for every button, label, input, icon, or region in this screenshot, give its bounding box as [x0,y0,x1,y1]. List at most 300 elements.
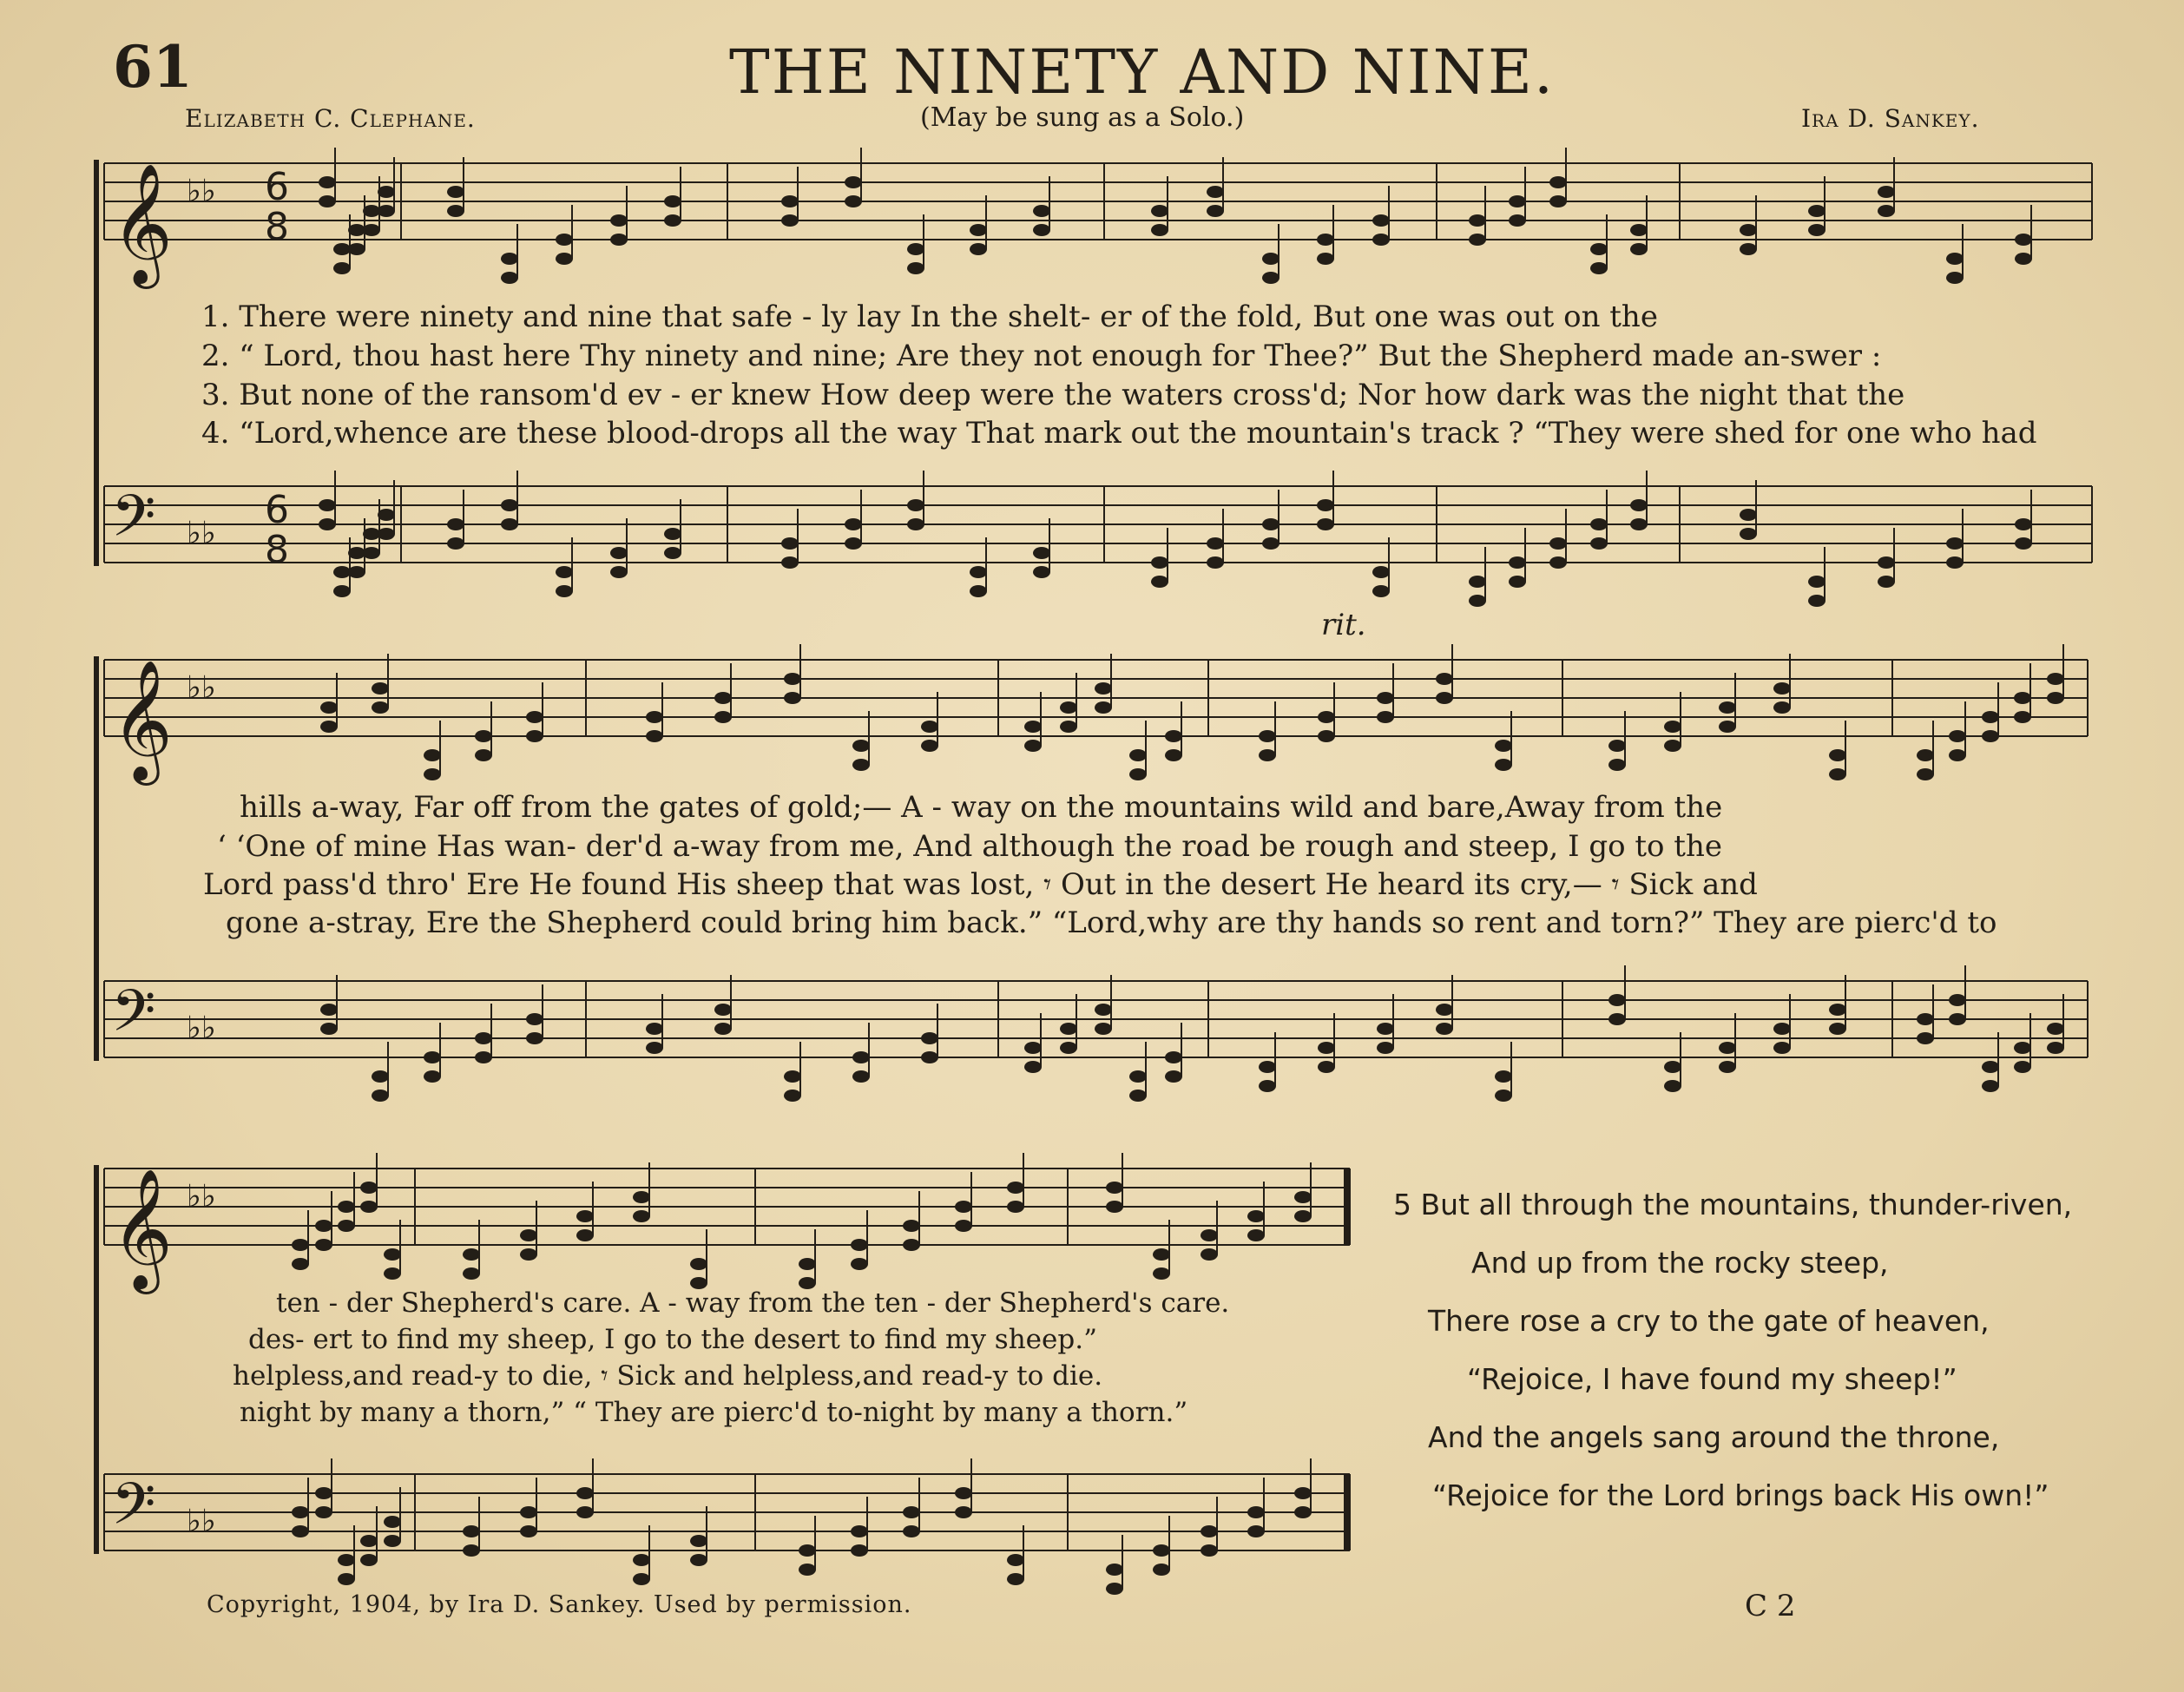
system2-bass-note [714,1023,732,1035]
composer-credit: Ira D. Sankey. [1801,104,1980,133]
system3-treble-note [903,1239,920,1251]
system2-bass-note [320,1023,338,1035]
system1-bass-note [1207,537,1224,550]
verse5-line-3: There rose a cry to the gate of heaven, [1428,1304,1990,1338]
system2-treble-note [1495,740,1512,752]
system3-treble-note [955,1201,972,1213]
system2-treble-note [475,730,492,742]
system2-bass-note [2047,1023,2064,1035]
system2-treble-note [1982,711,1999,723]
system1-bass-note [501,518,518,530]
system1-treble-note [501,253,518,265]
system3-verse3-lyric: helpless,and read-y to die, 𝄾 Sick and helpless,and read-y to die. [233,1360,1103,1392]
system2-bass-note [372,1090,389,1102]
system2-brace [94,656,99,1061]
system1-treble-note [1207,186,1224,198]
system1-treble-note [447,205,464,217]
system2-treble-note [2047,692,2064,704]
system2-bass-note [1917,1032,1934,1044]
time-signature-top: 6 [265,165,289,209]
system1-bass-note [1590,537,1608,550]
system2-treble-note [1664,740,1681,752]
system3-brace [94,1165,99,1554]
system1-treble-note [1878,186,1895,198]
system1-bass-note [1808,595,1825,607]
system1-treble-note [556,234,573,246]
system3-verse2-lyric: des- ert to find my sheep, I go to the desert to find my sheep.” [248,1324,1097,1355]
system1-verse1-lyric: 1. There were ninety and nine that safe - ly lay In the shelt- er of the fold, But one was out on the [201,300,1658,334]
final-barline-treble [1344,1169,1350,1245]
system2-treble-note [2014,711,2031,723]
system2-bass-note [1318,1061,1335,1073]
system1-treble-note [1549,176,1567,188]
system3-treble-note [1106,1182,1123,1194]
system3-treble-note [851,1239,868,1251]
system1-brace [94,160,99,566]
system3-bass-note [292,1525,309,1537]
system1-bass-note [1740,509,1757,521]
system3-treble-clef-icon: 𝄞 [111,1169,173,1289]
system2-treble-note [1436,673,1453,685]
system2-bass-note [1259,1080,1276,1092]
system2-bass-note [1060,1023,1077,1035]
system2-bass-note [1024,1042,1042,1054]
system2-bass-note [475,1032,492,1044]
system1-treble-note [610,234,628,246]
system2-bass-note [1719,1061,1736,1073]
system3-treble-note [851,1258,868,1270]
system2-bass-note [1829,1023,1846,1035]
system3-treble-note [520,1248,537,1261]
system1-bass-note [1372,585,1390,597]
system3-treble-note [360,1201,378,1213]
system3-treble-note [1294,1210,1312,1222]
system1-bass-note [1549,556,1567,569]
system1-treble-note [556,253,573,265]
system2-bass-note [1318,1042,1335,1054]
system2-bass-note [852,1070,870,1083]
system3-treble-note [1247,1210,1265,1222]
system1-bass-note [447,518,464,530]
system3-verse4-lyric: night by many a thorn,” “ They are pierc'd to-night by many a thorn.” [240,1397,1188,1428]
system1-bass-note [2015,537,2032,550]
system2-bass-note [1608,1013,1626,1025]
system1-treble-note [447,186,464,198]
system1-treble-note [1262,253,1279,265]
system2-treble-note [784,673,801,685]
system1-bass-note [1630,518,1648,530]
system2-bass-note [646,1042,663,1054]
system3-treble-note [955,1220,972,1232]
hymn-number: 61 [113,33,193,101]
system2-treble-note [475,749,492,761]
system2-bass-clef-icon: 𝄢 [111,978,156,1058]
system2-bass-note [1024,1061,1042,1073]
system1-bass-note [1549,537,1567,550]
system1-treble-note [1808,205,1825,217]
system2-bass-note [1608,994,1626,1006]
system2-bass-note [475,1051,492,1063]
system1-treble-note [970,224,987,236]
system2-treble-note [372,701,389,714]
system3-treble-key-signature: ♭♭ [187,1179,216,1215]
system2-treble-note [1377,711,1394,723]
system2-bass-note [1664,1061,1681,1073]
system1-treble-note [319,176,336,188]
system3-bass-note [1247,1506,1265,1518]
system2-treble-note [1436,692,1453,704]
system3-treble-note [1153,1248,1170,1261]
system2-bass-note [1949,1013,1966,1025]
system2-treble-note [1949,730,1966,742]
system1-treble-note [1151,224,1168,236]
verse5-line-5: And the angels sang around the throne, [1428,1420,2000,1454]
system2-treble-note [1095,701,1112,714]
system2-bass-note [1095,1004,1112,1016]
system3-bass-note [1153,1564,1170,1576]
system1-bass-note [1317,499,1334,511]
system2-bass-note [526,1013,543,1025]
system2-treble-note [1129,768,1147,780]
system2-treble-note [1165,730,1182,742]
system3-bass-note [338,1573,355,1585]
system1-treble-note [348,243,365,255]
system3-bass-clef-icon: 𝄢 [111,1471,156,1551]
system3-treble-note [338,1201,355,1213]
system1-treble-note [1946,253,1964,265]
system1-bass-note [907,499,924,511]
system3-bass-note [903,1506,920,1518]
system3-bass-note [690,1535,707,1547]
system1-treble-note [501,272,518,284]
system3-treble-note [1201,1248,1218,1261]
system2-treble-note [1060,721,1077,733]
system1-treble-note [1151,205,1168,217]
system1-treble-note [781,214,799,227]
system2-bass-note [1829,1004,1846,1016]
system1-treble-note [1946,272,1964,284]
system2-bass-note [2014,1061,2031,1073]
system3-bass-note [799,1564,816,1576]
system2-treble-note [1608,759,1626,771]
system1-treble-note [1262,272,1279,284]
system1-bass-note [1740,528,1757,540]
system1-treble-note [1740,243,1757,255]
system2-treble-note [1829,749,1846,761]
system1-treble-note [1740,224,1757,236]
system2-bass-note [2014,1042,2031,1054]
system2-treble-note [1095,682,1112,695]
system1-treble-note [2015,253,2032,265]
system1-treble-note [610,214,628,227]
system1-bass-note [1509,556,1526,569]
system2-bass-note [1165,1051,1182,1063]
system2-bass-note [1377,1042,1394,1054]
system2-bass-note [1436,1004,1453,1016]
system2-bass-note [1377,1023,1394,1035]
system3-bass-note [633,1554,650,1566]
system2-bass-note [1917,1013,1934,1025]
system1-bass-note [1808,576,1825,588]
copyright-notice: Copyright, 1904, by Ira D. Sankey. Used by permission. [207,1591,912,1618]
system1-treble-clef-icon: 𝄞 [111,163,173,284]
system2-treble-note [1773,682,1791,695]
system2-treble-note [852,740,870,752]
system1-bass-note [1317,518,1334,530]
system3-bass-note [384,1535,401,1547]
system1-treble-note [319,195,336,207]
system2-treble-key-signature: ♭♭ [187,670,216,706]
system3-bass-note [1294,1506,1312,1518]
system1-bass-note [845,518,862,530]
system1-treble-note [1372,214,1390,227]
system2-bass-key-signature: ♭♭ [187,1011,216,1046]
system2-bass-note [1982,1080,1999,1092]
system1-treble-note [845,176,862,188]
system3-bass-note [1106,1583,1123,1595]
system3-bass-note [799,1544,816,1557]
system2-treble-note [646,730,663,742]
system3-treble-note [576,1229,594,1241]
system1-verse3-lyric: 3. But none of the ransom'd ev - er knew How deep were the waters cross'd; Nor how dark was the night that the [201,378,1905,412]
system2-treble-note [320,701,338,714]
system1-bass-note [1372,566,1390,578]
system2-bass-note [1495,1090,1512,1102]
lyricist-credit: Elizabeth C. Clephane. [185,104,476,133]
system2-treble-note [424,749,441,761]
system3-bass-note [338,1554,355,1566]
system2-bass-note [1436,1023,1453,1035]
system3-bass-note [851,1525,868,1537]
time-signature-bottom: 8 [265,205,289,249]
system3-bass-note [1201,1544,1218,1557]
system1-treble-note [1033,224,1050,236]
system1-treble-note [664,214,681,227]
system2-treble-note [1495,759,1512,771]
system2-treble-note [1259,730,1276,742]
system2-bass-note [1773,1023,1791,1035]
system2-treble-note [1664,721,1681,733]
system2-treble-note [2014,692,2031,704]
system1-bass-note [845,537,862,550]
system1-bass-note [1509,576,1526,588]
system1-bass-note [1207,556,1224,569]
system2-treble-note [1608,740,1626,752]
system2-treble-note [372,682,389,695]
system2-treble-note [1773,701,1791,714]
system2-treble-note [784,692,801,704]
system3-bass-note [1247,1525,1265,1537]
signature-mark: C 2 [1745,1589,1796,1623]
system3-treble-note [1294,1191,1312,1203]
verse5-line-2: And up from the rocky steep, [1471,1246,1889,1280]
system2-bass-note [784,1070,801,1083]
system1-bass-note [1469,576,1486,588]
system2-treble-note [1024,740,1042,752]
system1-bass-note [378,528,395,540]
system3-treble-note [1106,1201,1123,1213]
system2-treble-note [852,759,870,771]
system2-bass-note [1259,1061,1276,1073]
system1-bass-note [1590,518,1608,530]
system3-bass-note [576,1506,594,1518]
system3-treble-note [1153,1267,1170,1280]
system1-treble-note [1469,234,1486,246]
system3-bass-key-signature: ♭♭ [187,1504,216,1539]
system2-bass-note [1982,1061,1999,1073]
system1-bass-note [664,528,681,540]
system1-bass-note [1262,537,1279,550]
system1-treble-note [1469,214,1486,227]
system3-treble-note [315,1239,332,1251]
system1-treble-note [1549,195,1567,207]
system3-treble-note [360,1182,378,1194]
system3-treble-note [1007,1182,1024,1194]
system3-bass-note [360,1535,378,1547]
system2-treble-note [1917,768,1934,780]
system1-bass-note [1946,556,1964,569]
system2-bass-note [424,1051,441,1063]
system3-bass-note [955,1487,972,1499]
system1-bass-note [363,547,380,559]
system2-verse2-lyric: ‘ ‘One of mine Has wan- der'd a-way from me, And although the road be rough and steep, I go to the [217,829,1722,864]
system2-treble-note [646,711,663,723]
system2-treble-note [1129,749,1147,761]
system3-treble-note [576,1210,594,1222]
system2-treble-note [2047,673,2064,685]
system3-bass-note [851,1544,868,1557]
system1-treble-note [1878,205,1895,217]
system2-treble-note [1060,701,1077,714]
system3-bass-note [463,1544,480,1557]
system3-treble-note [1007,1201,1024,1213]
system2-bass-note [1060,1042,1077,1054]
system3-bass-note [384,1516,401,1528]
system3-bass-note [520,1506,537,1518]
system1-bass-note [556,585,573,597]
system2-bass-note [1095,1023,1112,1035]
system1-bass-note [1630,499,1648,511]
system2-treble-note [1024,721,1042,733]
system1-bass-note [556,566,573,578]
system1-treble-note [1808,224,1825,236]
system1-treble-note [1207,205,1224,217]
system1-bass-note [1151,556,1168,569]
system1-treble-note [1630,224,1648,236]
system3-bass-note [292,1506,309,1518]
system2-bass-note [526,1032,543,1044]
system1-bass-note [501,499,518,511]
system1-treble-note [907,243,924,255]
system2-treble-note [526,711,543,723]
system2-treble-note [714,711,732,723]
system1-bass-note [781,556,799,569]
system2-treble-note [1719,721,1736,733]
system1-treble-note [1317,234,1334,246]
system1-treble-note [1509,214,1526,227]
system1-treble-note [907,262,924,274]
system1-bass-note [1151,576,1168,588]
system2-bass-note [784,1090,801,1102]
system1-bass-note [378,509,395,521]
system3-treble-note [384,1248,401,1261]
system1-treble-note [1590,243,1608,255]
system2-bass-note [1165,1070,1182,1083]
system1-bass-note [781,537,799,550]
verse5-line-6: “Rejoice for the Lord brings back His own!” [1432,1478,2049,1512]
system2-verse4-lyric: gone a-stray, Ere the Shepherd could bring him back.” “Lord,why are thy hands so rent and torn?” They are pierc'd to [226,905,1997,940]
system1-bass-note [1878,556,1895,569]
system2-treble-note [1982,730,1999,742]
system1-treble-note [1317,253,1334,265]
system1-treble-note [363,224,380,236]
system3-treble-note [520,1229,537,1241]
system2-treble-note [921,740,938,752]
system3-verse1-lyric: ten - der Shepherd's care. A - way from the ten - der Shepherd's care. [276,1287,1230,1319]
system1-treble-note [2015,234,2032,246]
system1-bass-note [348,566,365,578]
system1-treble-note [1590,262,1608,274]
system2-bass-note [2047,1042,2064,1054]
system2-treble-note [1949,749,1966,761]
system3-bass-note [903,1525,920,1537]
system2-bass-note [1495,1070,1512,1083]
system1-bass-note [447,537,464,550]
system2-treble-note [1165,749,1182,761]
ritardando-mark: rit. [1321,608,1366,642]
system2-bass-note [1664,1080,1681,1092]
final-barline-bass [1344,1474,1350,1550]
system3-treble-note [292,1258,309,1270]
system1-treble-note [378,186,395,198]
system2-bass-note [1949,994,1966,1006]
system1-bass-note [319,518,336,530]
system1-treble-note [333,262,351,274]
system3-bass-note [1201,1525,1218,1537]
system1-bass-note [664,547,681,559]
system3-treble-note [903,1220,920,1232]
system3-treble-note [690,1258,707,1270]
system2-treble-note [526,730,543,742]
system3-treble-note [633,1191,650,1203]
system2-verse3-lyric: Lord pass'd thro' Ere He found His sheep that was lost, 𝄾 Out in the desert He heard its cry,— 𝄾 Sick and [203,867,1758,902]
system1-bass-note [1469,595,1486,607]
system3-bass-note [315,1487,332,1499]
system3-bass-note [1007,1573,1024,1585]
bass-time-signature-bottom: 8 [265,528,289,572]
system2-bass-note [320,1004,338,1016]
system3-bass-note [633,1573,650,1585]
system2-verse1-lyric: hills a-way, Far off from the gates of gold;— A - way on the mountains wild and bare,Away from the [240,790,1723,825]
system1-bass-note [907,518,924,530]
system2-bass-note [714,1004,732,1016]
system2-bass-note [1129,1090,1147,1102]
system3-bass-note [1294,1487,1312,1499]
verse5-line-4: “Rejoice, I have found my sheep!” [1467,1362,1957,1396]
system3-treble-note [292,1239,309,1251]
system1-verse2-lyric: 2. “ Lord, thou hast here Thy ninety and nine; Are they not enough for Thee?” But the Shepherd made an-swer : [201,339,1882,373]
system3-bass-note [690,1554,707,1566]
system3-bass-note [955,1506,972,1518]
system2-bass-note [921,1051,938,1063]
system1-verse4-lyric: 4. “Lord,whence are these blood-drops all the way That mark out the mountain's track ? “They were shed for one who had [201,416,2037,451]
system1-bass-note [2015,518,2032,530]
system2-treble-note [1719,701,1736,714]
system1-treble-note [664,195,681,207]
system2-treble-note [1318,711,1335,723]
system2-bass-note [852,1051,870,1063]
system2-bass-note [1719,1042,1736,1054]
